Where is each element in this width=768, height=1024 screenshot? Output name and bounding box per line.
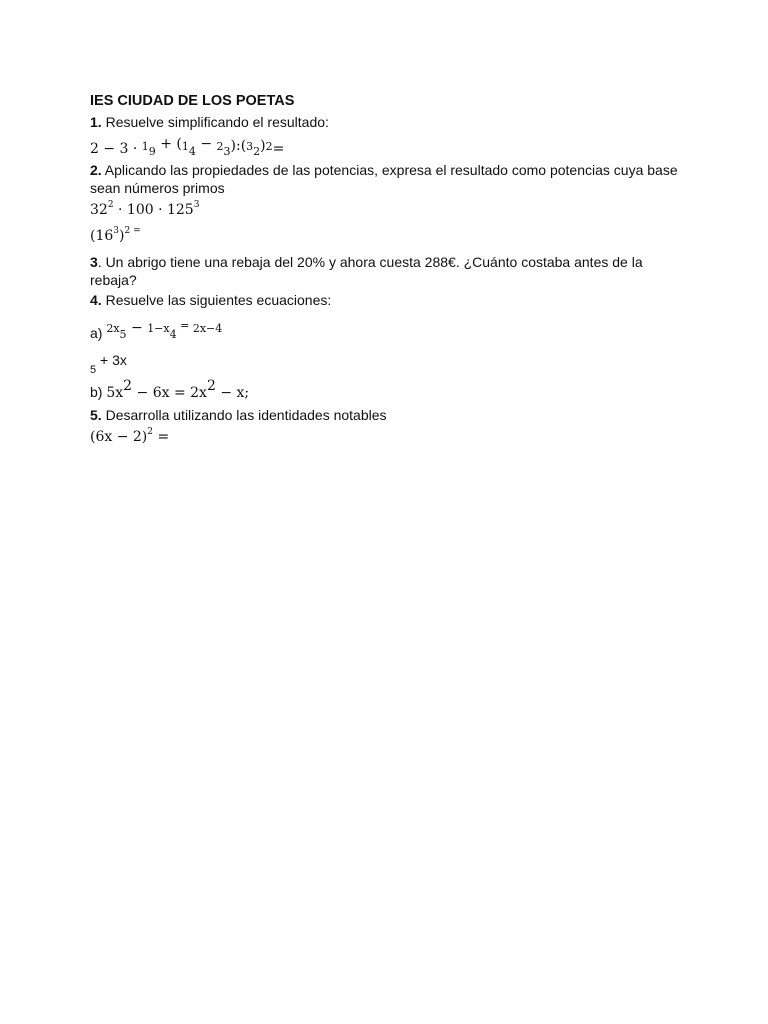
question-4-text: Resuelve las siguientes ecuaciones: <box>101 292 332 308</box>
question-1-number: 1. <box>90 114 102 130</box>
question-4-equation-b: b) $5x^2 - 6x = 2x^2 - x$; <box>90 378 250 401</box>
question-4-equation-a: a) $^{2x}$5 − $^{1-x}$4 = $^{2x-4}$ <box>90 319 223 341</box>
question-1-text: Resuelve simplificando el resultado: <box>101 114 329 130</box>
question-4 <box>90 291 710 309</box>
question-2-number: 2. <box>90 162 102 178</box>
question-5-expression: $(6x - 2)^2$ = <box>90 427 170 445</box>
question-3-text: . Un abrigo tiene una rebaja del 20% y ahora cuesta 288€. ¿Cuánto costaba antes de la rebaja? <box>90 254 643 288</box>
question-5-text: Desarrolla utilizando las identidades notables <box>101 407 387 423</box>
question-2-text: Aplicando las propiedades de las potencias, expresa el resultado como potencias cuya base sean números primos <box>90 162 678 196</box>
question-4-equation-a-continued: $_5$ + 3x <box>90 352 127 376</box>
question-5 <box>90 406 710 424</box>
question-5-number: 5. <box>90 407 102 423</box>
question-1-expression: $2 - 3 \cdot ^19 + (^14 - ^23):(^32)^2=$ <box>90 136 285 158</box>
document-title: IES CIUDAD DE LOS POETAS <box>90 93 295 109</box>
question-2-expression-2: $(16^3)^2$ = <box>90 226 141 244</box>
question-4-number: 4. <box>90 292 102 308</box>
question-2-expression-1: $32^2 \cdot 100 \cdot 125^3$ <box>90 200 200 218</box>
question-2 <box>90 161 690 197</box>
question-3-number: 3 <box>90 254 98 270</box>
document-page <box>90 92 710 446</box>
question-3 <box>90 253 690 289</box>
question-1 <box>90 113 710 131</box>
